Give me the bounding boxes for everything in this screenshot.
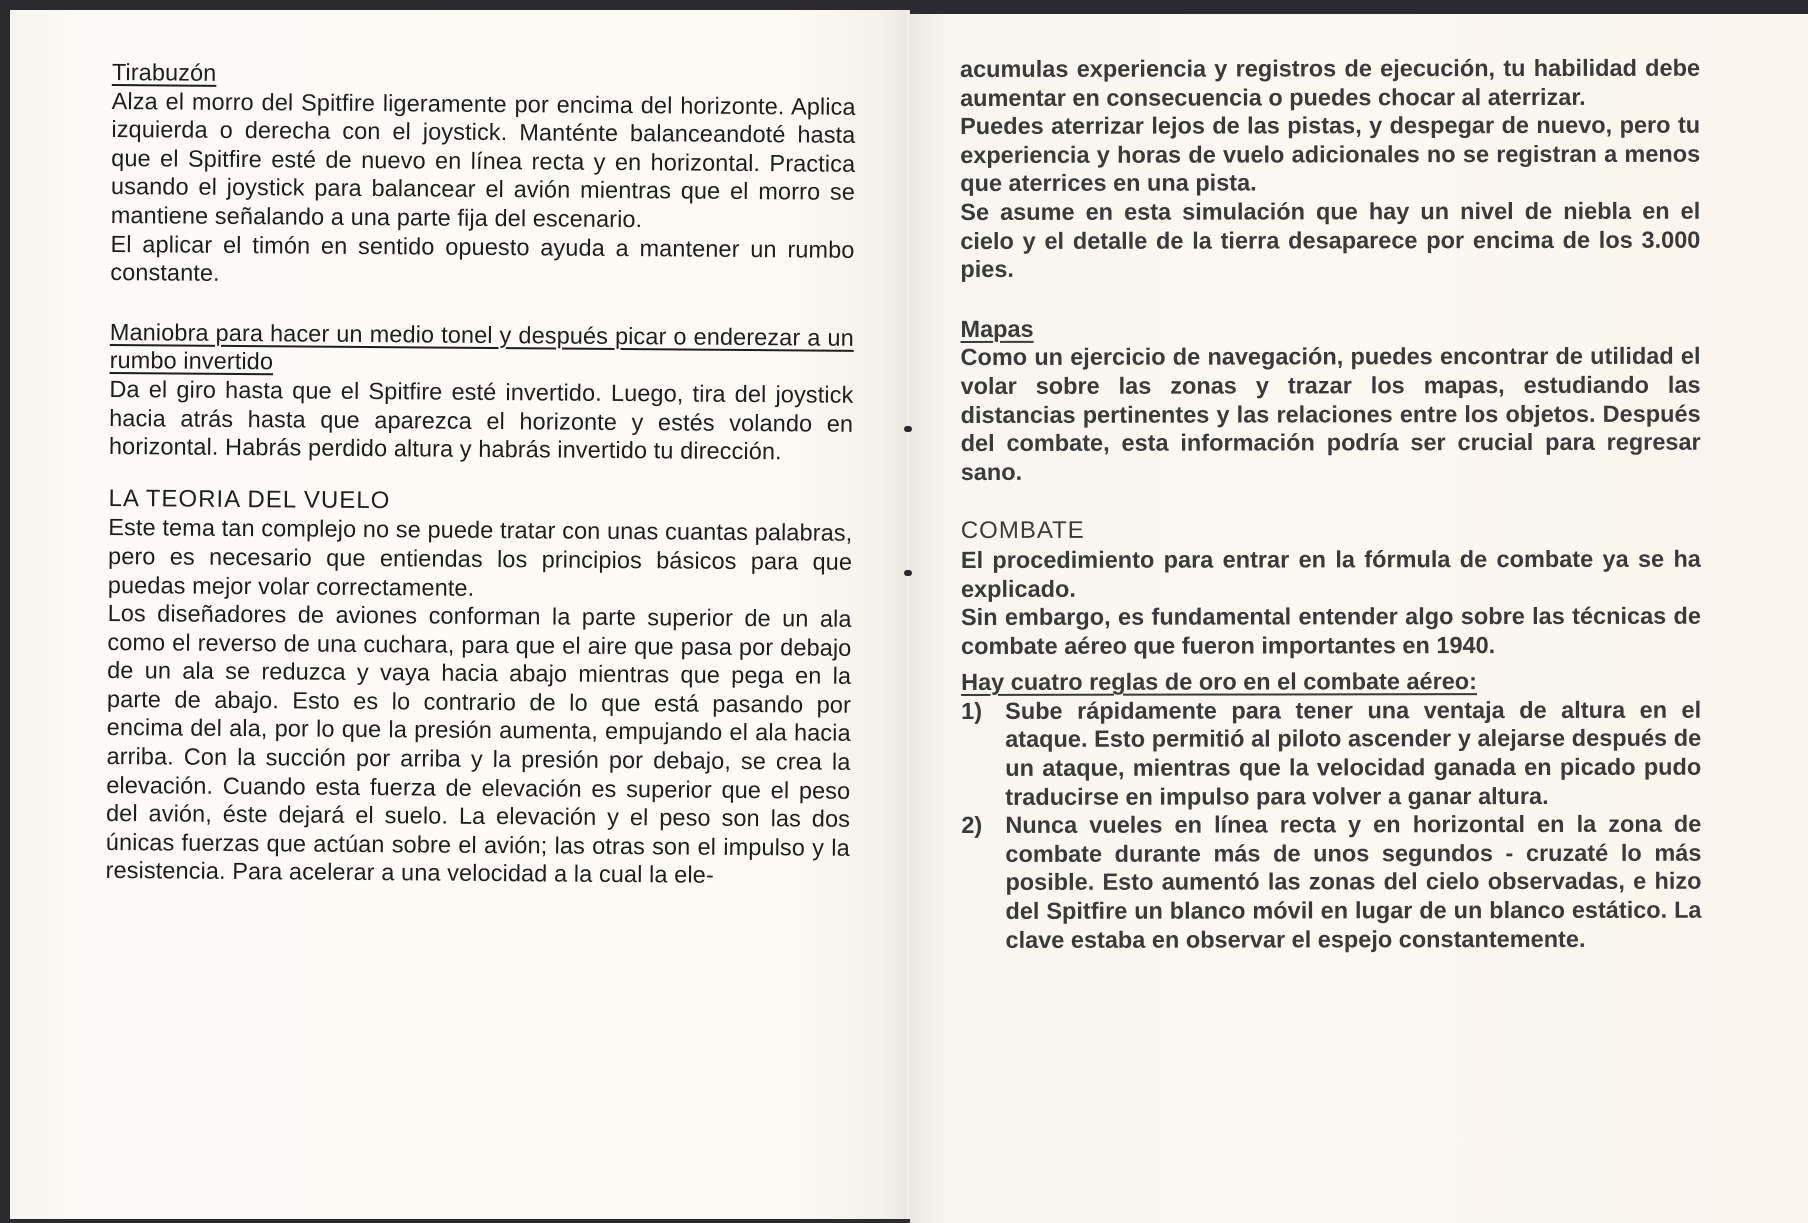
section-heading: LA TEORIA DEL VUELO [108, 484, 391, 514]
paragraph: acumulas experiencia y registros de ejecución, tu habilidad debe aumentar en consecuencia o puedes chocar al aterrizar. [960, 54, 1701, 111]
paragraph: El aplicar el timón en sentido opuesto ayuda a mantener un rumbo constante. [110, 230, 855, 287]
section-teoria-del-vuelo [106, 485, 853, 891]
section-heading: Mapas [960, 315, 1034, 342]
paragraph: Da el giro hasta que el Spitfire esté invertido. Luego, tira del joystick hacia atrás hasta que aparezca el horizonte y estés volando en horizontal. Habrás perdido altura y habrás invertido tu dirección. [108, 375, 854, 465]
section-tirabuzon [110, 58, 856, 293]
paragraph: Alza el morro del Spitfire ligeramente por encima del horizonte. Aplica izquierda o derecha con el joystick. Manténte balanceandoté hasta que el Spitfire esté de nuevo en línea recta y en horizontal. Practica usando el joystick para balancear el avión mientras que el morro se mantiene señalando a una parte fija del escenario. [110, 87, 856, 233]
list-text: Nunca vueles en línea recta y en horizontal en la zona de combate durante más de unos segundos - cruzaté lo más posible. Esto aumentó las zonas del cielo observadas, e hizo del Spitfire un blanco móvil en lugar de un blanco estático. La clave estaba en observar el espejo constantemente. [1005, 810, 1702, 953]
section-medio-tonel [109, 318, 854, 467]
section-combate [961, 516, 1702, 954]
paragraph: El procedimiento para entrar en la fórmula de combate ya se ha explicado. [960, 545, 1701, 602]
left-page-text [106, 58, 856, 891]
section-heading: Tirabuzón [111, 58, 217, 86]
paragraph: Como un ejercicio de navegación, puedes encontrar de utilidad el volar sobre las zonas y trazar los mapas, estudiando las distancias pertinentes y las relaciones entre los objetos. Después del combate, esta información podría ser crucial para regresar sano. [960, 343, 1701, 485]
list-number: 2) [961, 812, 983, 839]
paragraph: Este tema tan complejo no se puede tratar con unas cuantas palabras, pero es necesario que entiendas los principios básicos para que puedas mejor volar correctamente. [107, 514, 853, 601]
list-number: 1) [961, 697, 983, 724]
section-mapas [960, 313, 1700, 486]
list-item [961, 696, 1701, 812]
book-gutter [906, 10, 910, 1219]
right-page-text [960, 54, 1702, 955]
paragraph: Los diseñadores de aviones conforman la parte superior de un ala como el reverso de una cuchara, para que el aire que pasa por debajo de un ala se reduzca y vaya hacia abajo mientras que pega en la parte de abajo. Esto es lo contrario de lo que está pasando por encima del ala, por lo que la presión aumenta, empujando el ala hacia arriba. Con la succión por arriba y la presión por debajo, se crea la elevación. Cuando esta fuerza de elevación es superior que el peso del avión, éste dejará el suelo. La elevación y el peso son las dos únicas fuerzas que actúan sobre el avión; las otras son el impulso y la resistencia. Para acelerar a una velocidad a la cual la ele- [105, 600, 852, 889]
rules-heading: Hay cuatro reglas de oro en el combate aéreo: [961, 668, 1478, 696]
paragraph: Se asume en esta simulación que hay un nivel de niebla en el cielo y el detalle de la tierra desaparece por encima de los 3.000 pies. [960, 197, 1701, 283]
paragraph: Puedes aterrizar lejos de las pistas, y despegar de nuevo, pero tu experiencia y horas de vuelo adicionales no se registran a menos que aterrices en una pista. [960, 111, 1701, 197]
rules-list [961, 696, 1701, 955]
staple-top [904, 426, 912, 432]
paragraph: Sin embargo, es fundamental entender algo sobre las técnicas de combate aéreo que fueron importantes en 1940. [960, 602, 1702, 659]
section-heading: COMBATE [960, 517, 1085, 545]
list-text: Sube rápidamente para tener una ventaja de altura en el ataque. Esto permitió al piloto ascender y alejarse después de un ataque, mientras que la velocidad ganada en picado pudo traducirse en impulso para volver a ganar altura. [1005, 696, 1702, 810]
staple-bottom [904, 570, 912, 576]
section-heading: Maniobra para hacer un medio tonel y después picar o enderezar a un rumbo invertido [109, 318, 854, 375]
section-continuation [960, 54, 1700, 284]
list-item [961, 810, 1701, 954]
